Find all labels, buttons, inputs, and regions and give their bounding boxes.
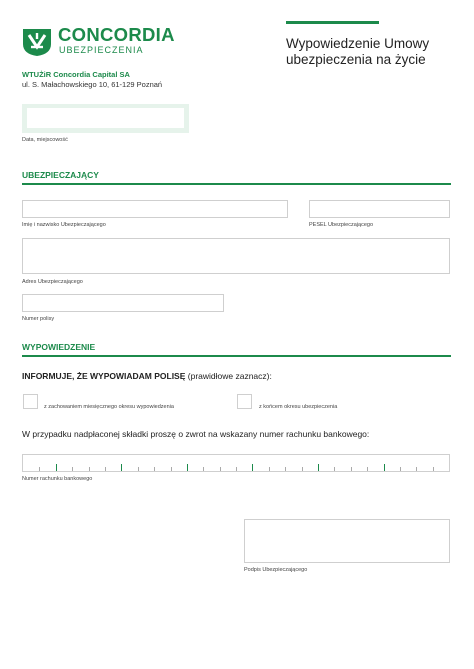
account-digit-tick bbox=[187, 464, 188, 471]
account-digit-tick bbox=[318, 464, 319, 471]
account-digit-tick bbox=[203, 467, 204, 471]
account-digit-tick bbox=[269, 467, 270, 471]
termination-statement bbox=[22, 371, 272, 381]
termination-statement-note: (prawidłowe zaznacz): bbox=[185, 371, 272, 381]
option-notice-period-label: z zachowaniem miesięcznego okresu wypowiedzenia bbox=[44, 404, 174, 410]
insured-address-label: Adres Ubezpieczającego bbox=[22, 279, 83, 285]
option-end-of-period-checkbox[interactable] bbox=[237, 394, 252, 409]
insured-name-label: Imię i nazwisko Ubezpieczającego bbox=[22, 222, 106, 228]
bank-account-field[interactable] bbox=[22, 454, 450, 472]
concordia-shield-logo-icon bbox=[22, 27, 52, 57]
account-digit-tick bbox=[89, 467, 90, 471]
date-place-field[interactable] bbox=[27, 108, 184, 128]
brand-name: CONCORDIA bbox=[58, 24, 175, 45]
insured-address-field[interactable] bbox=[22, 238, 450, 274]
account-digit-tick bbox=[285, 467, 286, 471]
insured-section-title: UBEZPIECZAJĄCY bbox=[22, 170, 99, 180]
account-digit-tick bbox=[105, 467, 106, 471]
account-digit-tick bbox=[236, 467, 237, 471]
account-digit-tick bbox=[56, 464, 57, 471]
account-digit-tick bbox=[252, 464, 253, 471]
date-place-label: Data, miejscowość bbox=[22, 137, 68, 143]
signature-field[interactable] bbox=[244, 519, 450, 563]
account-digit-tick bbox=[351, 467, 352, 471]
termination-section-rule bbox=[22, 355, 451, 357]
account-digit-tick bbox=[154, 467, 155, 471]
refund-request-text: W przypadku nadpłaconej składki proszę o zwrot na wskazany numer rachunku bankowego: bbox=[22, 429, 370, 439]
option-end-of-period-label: z końcem okresu ubezpieczenia bbox=[259, 404, 338, 410]
pesel-field[interactable] bbox=[309, 200, 450, 218]
option-notice-period-checkbox[interactable] bbox=[23, 394, 38, 409]
document-title: Wypowiedzenie Umowy ubezpieczenia na życie bbox=[286, 36, 430, 67]
pesel-label: PESEL Ubezpieczającego bbox=[309, 222, 374, 228]
company-address: ul. S. Małachowskiego 10, 61-129 Poznań bbox=[22, 80, 163, 89]
signature-label: Podpis Ubezpieczającego bbox=[244, 567, 308, 573]
account-digit-tick bbox=[72, 467, 73, 471]
account-digit-tick bbox=[121, 464, 122, 471]
account-digit-tick bbox=[384, 464, 385, 471]
account-digit-tick bbox=[400, 467, 401, 471]
account-digit-tick bbox=[416, 467, 417, 471]
account-digit-tick bbox=[334, 467, 335, 471]
bank-account-label: Numer rachunku bankowego bbox=[22, 476, 93, 482]
account-digit-tick bbox=[220, 467, 221, 471]
account-digit-tick bbox=[138, 467, 139, 471]
termination-section-title: WYPOWIEDZENIE bbox=[22, 342, 96, 352]
account-digit-tick bbox=[39, 467, 40, 471]
brand-subtitle: UBEZPIECZENIA bbox=[59, 45, 144, 55]
account-digit-tick bbox=[433, 467, 434, 471]
insured-name-field[interactable] bbox=[22, 200, 288, 218]
insured-section-rule bbox=[22, 183, 451, 185]
account-digit-tick bbox=[367, 467, 368, 471]
company-name: WTUŻiR Concordia Capital SA bbox=[22, 70, 130, 79]
termination-statement-bold: INFORMUJE, ŻE WYPOWIADAM POLISĘ bbox=[22, 371, 186, 381]
policy-number-label: Numer polisy bbox=[22, 316, 55, 322]
policy-number-field[interactable] bbox=[22, 294, 224, 312]
title-accent-bar bbox=[286, 21, 379, 24]
account-digit-tick bbox=[302, 467, 303, 471]
account-digit-tick bbox=[171, 467, 172, 471]
